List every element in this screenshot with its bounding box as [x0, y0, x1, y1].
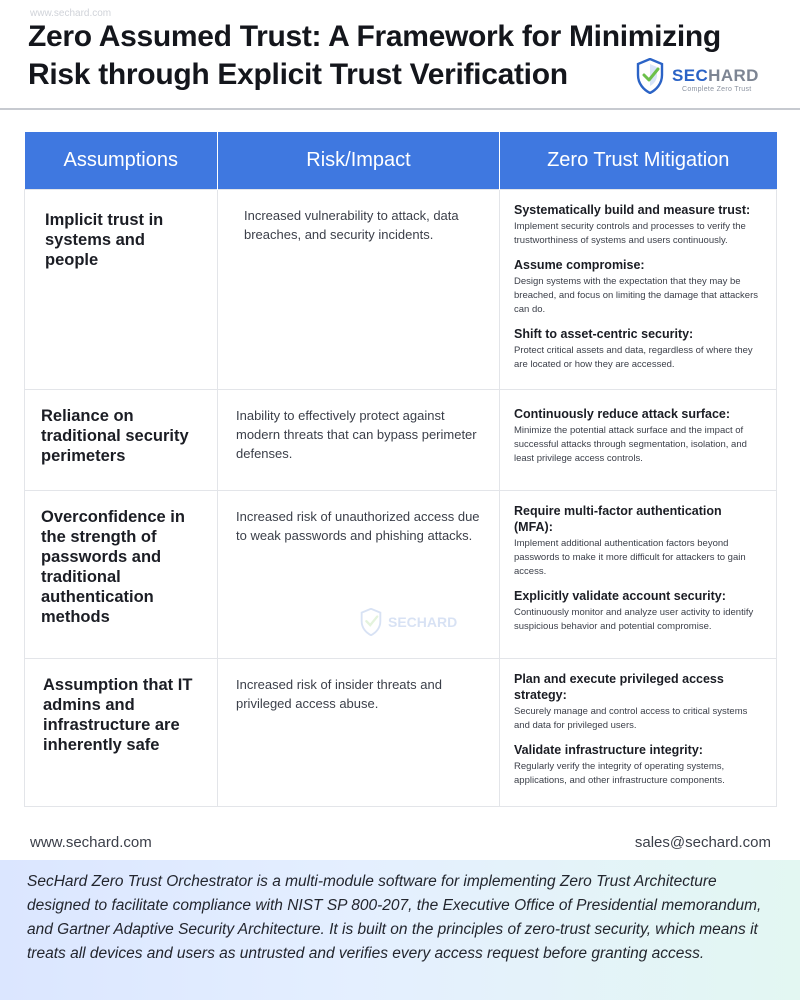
logo-wordmark: SECHARD	[672, 66, 759, 85]
risk-cell	[218, 189, 500, 389]
mitigation-item	[514, 742, 762, 788]
assumption-cell	[25, 658, 218, 806]
page-header	[0, 0, 800, 110]
mitigation-cell	[500, 389, 777, 490]
mitigation-item	[514, 326, 762, 372]
mitigation-description: Implement additional authentication factors beyond passwords to make it more difficult for attackers to gain access.	[514, 537, 746, 577]
watermark-url: www.sechard.com	[30, 8, 112, 19]
email-link[interactable]: sales@sechard.com	[634, 834, 771, 851]
table-row	[25, 389, 777, 490]
mitigation-description: Implement security controls and processes to verify the trustworthiness of systems and users continuously.	[514, 220, 746, 246]
header-divider	[0, 108, 800, 110]
risk-cell	[218, 658, 500, 806]
mitigation-cell	[500, 490, 777, 658]
risk-cell	[218, 389, 500, 490]
mitigation-title: Explicitly validate account security:	[514, 588, 726, 603]
mitigation-item	[514, 671, 762, 733]
column-header-assumptions: Assumptions	[25, 132, 218, 189]
shield-check-icon	[636, 58, 664, 94]
watermark-wordmark: SECHARD	[388, 614, 458, 630]
sechard-logo	[636, 58, 776, 98]
website-link[interactable]: www.sechard.com	[30, 834, 152, 851]
mitigation-description: Securely manage and control access to critical systems and data for privileged users.	[514, 705, 748, 731]
product-description: SecHard Zero Trust Orchestrator is a multi-module software for implementing Zero Trust Architecture designed to facilitate compliance with NIST SP 800-207, the Executive Office of Presidential memorandum, and Gartner Adaptive Security Architecture. It is built on the principles of zero-trust security, which means it treats all devices and users as untrusted and verifies every access request before granting access.	[27, 873, 762, 962]
risk-text: Inability to effectively protect against modern threats that can bypass perimeter defenses.	[236, 407, 477, 461]
column-header-zero-trust-mitigation: Zero Trust Mitigation	[500, 132, 777, 189]
mitigation-cell	[500, 658, 777, 806]
mitigation-description: Design systems with the expectation that they may be breached, and focus on limiting the damage that attackers can do.	[514, 275, 758, 315]
column-header-risk-impact: Risk/Impact	[218, 132, 500, 189]
assumption-cell	[25, 389, 218, 490]
page-title: Zero Assumed Trust: A Framework for Minimizing Risk through Explicit Trust Verification	[28, 20, 721, 91]
risk-text: Increased risk of insider threats and privileged access abuse.	[236, 676, 442, 711]
mitigation-description: Minimize the potential attack surface and the impact of successful attacks through segmentation, isolation, and least privilege access controls.	[514, 424, 747, 464]
assumption-cell	[25, 189, 218, 389]
logo-tagline: Complete Zero Trust	[682, 86, 752, 93]
assumption-text: Overconfidence in the strength of passwords and traditional authentication methods	[41, 507, 185, 626]
mitigation-item	[514, 202, 762, 248]
table-header-row	[25, 132, 777, 189]
mitigation-cell	[500, 189, 777, 389]
mitigation-item	[514, 406, 762, 466]
table-row	[25, 658, 777, 806]
trust-framework-table	[24, 132, 776, 807]
risk-text: Increased vulnerability to attack, data breaches, and security incidents.	[244, 207, 459, 242]
assumption-text: Implicit trust in systems and people	[45, 210, 164, 269]
mitigation-title: Validate infrastructure integrity:	[514, 742, 703, 757]
mitigation-item	[514, 588, 762, 634]
mitigation-description: Protect critical assets and data, regardless of where they are located or how they are accessed.	[514, 344, 753, 370]
mitigation-title: Plan and execute privileged access strategy:	[514, 671, 724, 702]
mitigation-description: Regularly verify the integrity of operating systems, applications, and other infrastructure components.	[514, 760, 725, 786]
mitigation-title: Require multi-factor authentication (MFA):	[514, 503, 722, 534]
background-logo-watermark	[360, 608, 480, 638]
risk-text: Increased risk of unauthorized access due to weak passwords and phishing attacks.	[236, 508, 480, 543]
mitigation-description: Continuously monitor and analyze user activity to identify suspicious behavior and potential compromise.	[514, 606, 754, 632]
assumption-text: Assumption that IT admins and infrastructure are inherently safe	[43, 675, 193, 754]
mitigation-item	[514, 257, 762, 317]
assumption-cell	[25, 490, 218, 658]
assumption-text: Reliance on traditional security perimeters	[41, 406, 189, 465]
footer-contact	[0, 830, 800, 858]
table-row	[25, 189, 777, 389]
mitigation-title: Systematically build and measure trust:	[514, 202, 751, 217]
product-description-band	[0, 860, 800, 1000]
mitigation-title: Continuously reduce attack surface:	[514, 406, 731, 421]
mitigation-title: Shift to asset-centric security:	[514, 326, 694, 341]
shield-watermark-icon	[360, 608, 382, 636]
mitigation-title: Assume compromise:	[514, 257, 645, 272]
mitigation-item	[514, 503, 762, 579]
